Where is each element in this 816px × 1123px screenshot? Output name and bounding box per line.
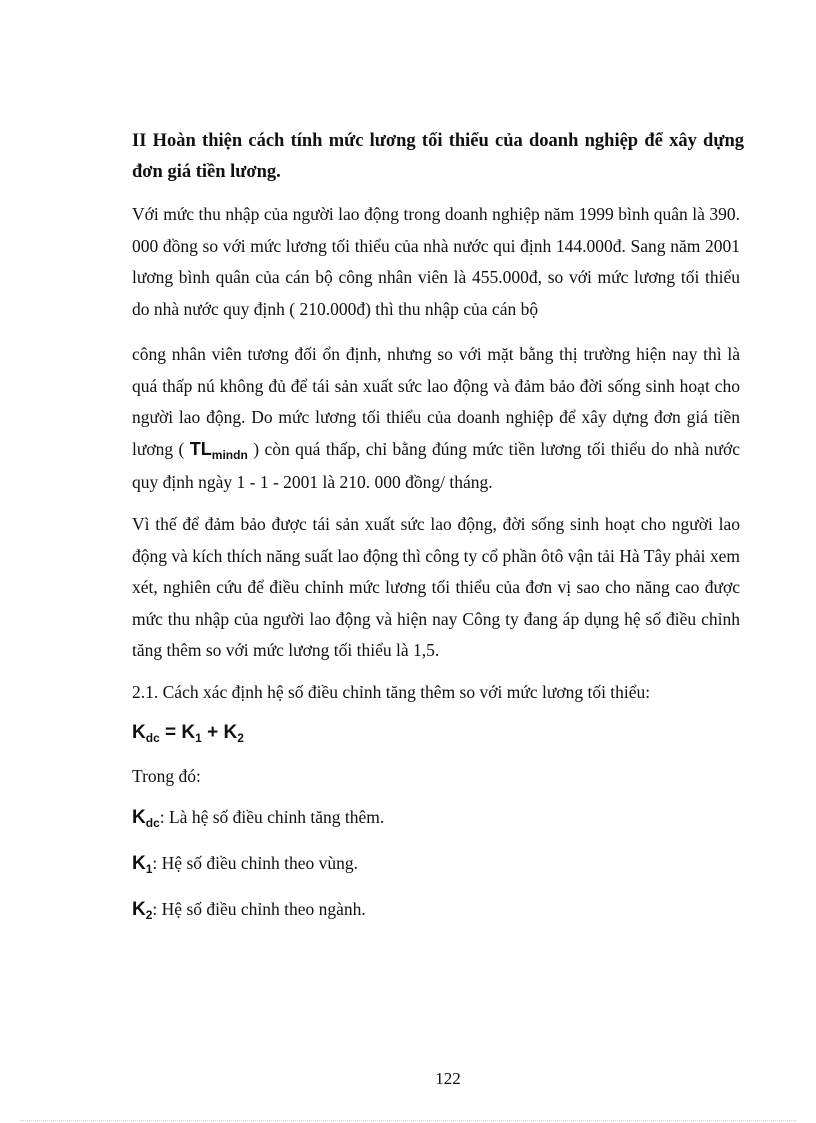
definition-subscript: 1: [145, 862, 153, 876]
paragraph-wage-level-text-2: ) còn quá thấp, chỉ bằng đúng mức tiền lương tối thiểu do nhà nước quy định ngày 1 - 1 - 2001 là 210. 000 đồng/ tháng.: [132, 438, 741, 492]
formula-k2: K: [223, 722, 238, 743]
definition-symbol: K: [132, 853, 146, 874]
formula: [132, 721, 244, 746]
definition-kdc: [132, 805, 384, 831]
where-label: Trong đó:: [132, 766, 201, 786]
paragraph-wage-level: [132, 339, 740, 499]
paragraph-wage-level-text-1: công nhân viên tương đối ổn định, nhưng so với mặt bằng thị trường hiện nay thì là quá thấp nú không đủ để tái sản xuất sức lao động và đảm bảo đời sống sinh hoạt cho người lao động. Do mức lương tối thiểu của doanh nghiệp để xây dựng đơn giá tiền lương (: [132, 344, 740, 459]
formula-sub-dc: dc: [145, 731, 160, 745]
definition-text: : Là hệ số điều chỉnh tăng thêm.: [159, 807, 385, 827]
definition-text: : Hệ số điều chỉnh theo vùng.: [152, 853, 359, 873]
paragraph-adjustment: Vì thế để đảm bảo được tái sản xuất sức lao động, đời sống sinh hoạt cho người lao động và kích thích năng suất lao động thì công ty cổ phần ôtô vận tải Hà Tây phải xem xét, nghiên cứu để điều chỉnh mức lương tối thiểu của đơn vị sao cho năng cao được mức thu nhập của người lao động và hiện nay Công ty đang áp dụng hệ số điều chỉnh tăng thêm so với mức lương tối thiểu là 1,5.: [132, 514, 740, 660]
formula-k: K: [132, 722, 146, 743]
subsection-title: 2.1. Cách xác định hệ số điều chỉnh tăng thêm so với mức lương tối thiểu:: [132, 682, 651, 702]
formula-sub-1: 1: [195, 731, 202, 745]
formula-equals: =: [159, 722, 182, 743]
tl-symbol: TL: [189, 438, 212, 459]
page-bottom-divider: [20, 1120, 796, 1121]
definition-k1: [132, 851, 358, 877]
definition-subscript: dc: [145, 816, 160, 830]
section-heading: II Hoàn thiện cách tính mức lương tối thiểu của doanh nghiệp để xây dựng đơn giá tiền lương.: [132, 131, 744, 182]
definition-symbol: K: [132, 807, 146, 828]
paragraph-income: Với mức thu nhập của người lao động trong doanh nghiệp năm 1999 bình quân là 390. 000 đồng so với mức lương tối thiểu của nhà nước qui định 144.000đ. Sang năm 2001 lương bình quân của cán bộ công nhân viên là 455.000đ, so với mức lương tối thiểu do nhà nước quy định ( 210.000đ) thì thu nhập của cán bộ: [132, 204, 740, 319]
definition-k2: [132, 897, 366, 923]
formula-k1: K: [181, 722, 196, 743]
page-number: 122: [435, 1069, 461, 1088]
definition-text: : Hệ số điều chỉnh theo ngành.: [152, 899, 366, 919]
definition-subscript: 2: [145, 908, 153, 922]
definition-symbol: K: [132, 899, 146, 920]
tl-subscript: mindn: [211, 447, 248, 462]
formula-sub-2: 2: [237, 731, 244, 745]
formula-plus: +: [201, 722, 224, 743]
